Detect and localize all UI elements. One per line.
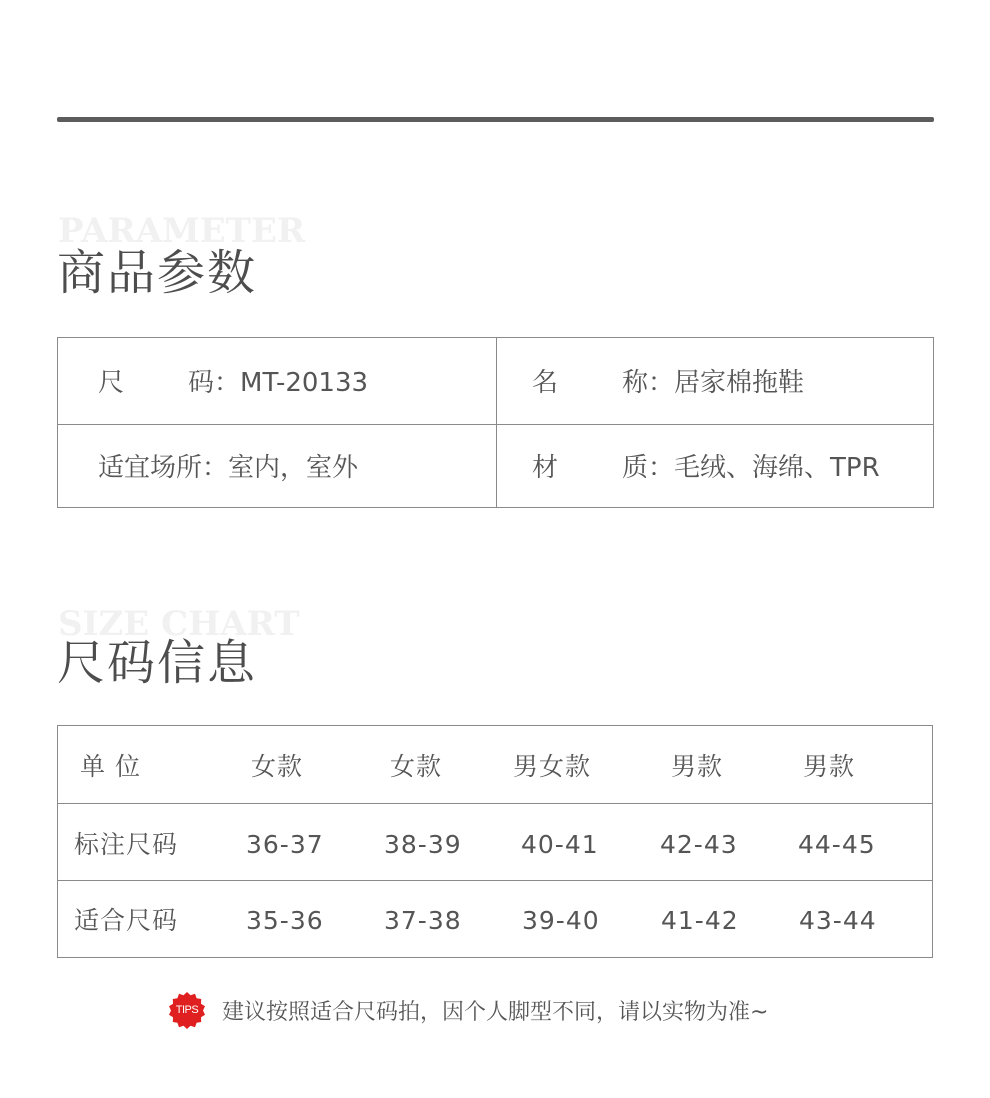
param-venue-value: 室内，室外 [228,453,359,483]
param-name-label-b: 称： [622,368,675,398]
size-header-unit: 单 位 [80,752,141,781]
size-row-label-fit: 适合尺码 [74,906,179,935]
param-material-label-b: 质： [622,453,675,483]
param-name-value: 居家棉拖鞋 [674,368,805,398]
size-cell: 35-36 [246,906,324,935]
size-cell: 42-43 [660,830,738,859]
size-header-col4: 男款 [671,752,724,781]
size-cell: 38-39 [384,830,462,859]
size-row-label-marked: 标注尺码 [74,830,179,859]
top-divider [57,117,934,122]
param-size-label-a: 尺 [98,368,125,398]
param-material-label-a: 材 [532,453,559,483]
size-table-row-divider [58,880,932,881]
param-venue-label: 适宜场所： [98,453,229,483]
size-header-col2: 女款 [390,752,443,781]
size-cell: 37-38 [384,906,462,935]
size-section-title: 尺码信息 [57,635,258,691]
parameter-table [57,337,934,508]
size-cell: 43-44 [799,906,877,935]
size-chart-table [57,725,933,958]
tips-text: 建议按照适合尺码拍，因个人脚型不同，请以实物为准~ [222,999,769,1025]
size-header-col1: 女款 [251,752,304,781]
param-size-value: MT-20133 [240,368,369,398]
parameter-watermark-text: PARAMETER [58,211,306,251]
size-cell: 39-40 [522,906,600,935]
size-cell: 44-45 [798,830,876,859]
param-name-label-a: 名 [532,368,559,398]
tips-row [168,990,768,1030]
parameter-table-divider [496,338,497,507]
size-header-col3: 男女款 [513,752,592,781]
size-cell: 36-37 [246,830,324,859]
tips-badge-label: TIPS [175,1004,199,1016]
size-header-col5: 男款 [803,752,856,781]
param-material-value: 毛绒、海绵、TPR [674,453,880,483]
param-name-cell [532,370,804,396]
size-cell: 40-41 [521,830,599,859]
param-size-cell [98,370,368,396]
size-chart-watermark-text: SIZE CHART [58,604,300,644]
size-cell: 41-42 [661,906,739,935]
param-material-cell [532,455,880,481]
parameter-section-title: 商品参数 [57,245,258,301]
parameter-row-divider [58,424,933,425]
param-size-label-b: 码： [188,368,241,398]
size-table-row-divider [58,803,932,804]
param-venue-cell [98,455,358,481]
tips-badge-icon [168,991,206,1029]
